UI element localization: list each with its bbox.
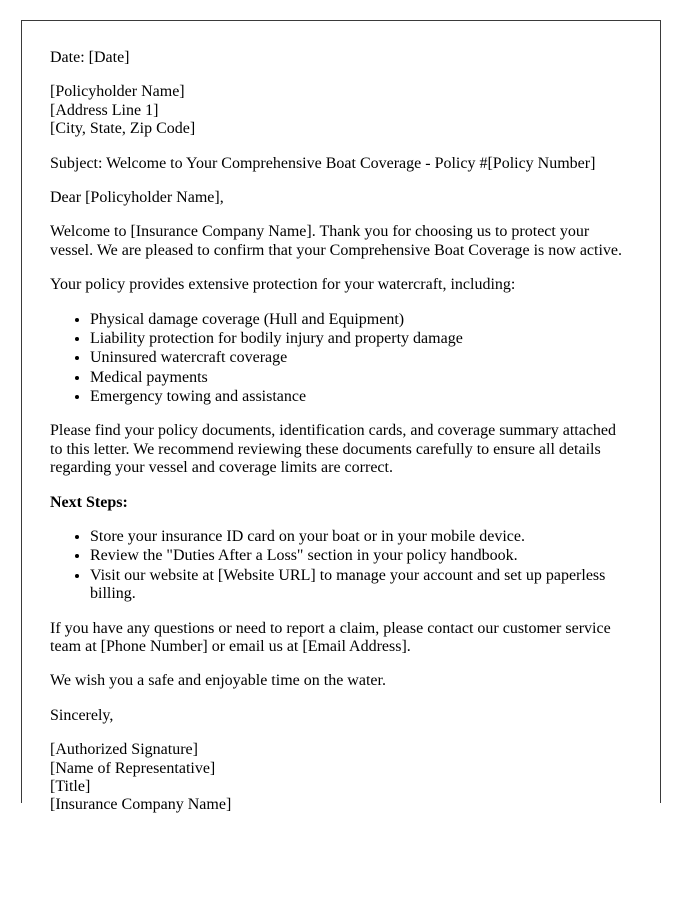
recipient-address-block xyxy=(50,83,632,138)
recipient-city-state-zip: [City, State, Zip Code] xyxy=(50,120,196,138)
letter-document xyxy=(21,20,661,814)
signature-company: [Insurance Company Name] xyxy=(50,796,232,814)
contact-paragraph: If you have any questions or need to report a claim, please contact our customer service team at [Phone Number] or email us at [Email Address]. xyxy=(50,619,611,655)
next-steps-heading xyxy=(50,494,632,512)
closing-wish: We wish you a safe and enjoyable time on the water. xyxy=(50,672,386,690)
recipient-address-line-1: [Address Line 1] xyxy=(50,101,159,119)
signature-title: [Title] xyxy=(50,777,91,795)
list-item: • Emergency towing and assistance xyxy=(90,388,632,406)
list-item: • Store your insurance ID card on your boat or in your mobile device. xyxy=(90,528,632,546)
next-steps-list xyxy=(50,528,632,604)
salutation: Dear [Policyholder Name], xyxy=(50,188,224,206)
list-item: • Medical payments xyxy=(90,369,632,387)
coverage-list xyxy=(50,311,632,407)
coverage-intro: Your policy provides extensive protection for your watercraft, including: xyxy=(50,276,516,294)
list-item: • Uninsured watercraft coverage xyxy=(90,349,632,367)
documents-paragraph: Please find your policy documents, identification cards, and coverage summary attached to this letter. We recommend reviewing these documents carefully to ensure all details regarding your vessel and coverage limits are correct. xyxy=(50,422,617,477)
signature-block xyxy=(50,741,632,815)
recipient-name: [Policyholder Name] xyxy=(50,83,185,101)
subject-line: Subject: Welcome to Your Comprehensive Boat Coverage - Policy #[Policy Number] xyxy=(50,154,596,172)
date-line: Date: [Date] xyxy=(50,49,130,66)
intro-paragraph: Welcome to [Insurance Company Name]. Thank you for choosing us to protect your vessel. We are pleased to confirm that your Comprehensive Boat Coverage is now active. xyxy=(50,223,623,259)
list-item: • Review the "Duties After a Loss" section in your policy handbook. xyxy=(90,547,632,565)
signature-representative: [Name of Representative] xyxy=(50,759,216,777)
next-steps-heading-text: Next Steps: xyxy=(50,493,128,511)
sign-off: Sincerely, xyxy=(50,706,114,724)
list-item: • Liability protection for bodily injury and property damage xyxy=(90,330,632,348)
list-item: • Physical damage coverage (Hull and Equipment) xyxy=(90,311,632,329)
signature-authorized: [Authorized Signature] xyxy=(50,741,198,759)
list-item: • Visit our website at [Website URL] to manage your account and set up paperless billing. xyxy=(90,567,632,604)
